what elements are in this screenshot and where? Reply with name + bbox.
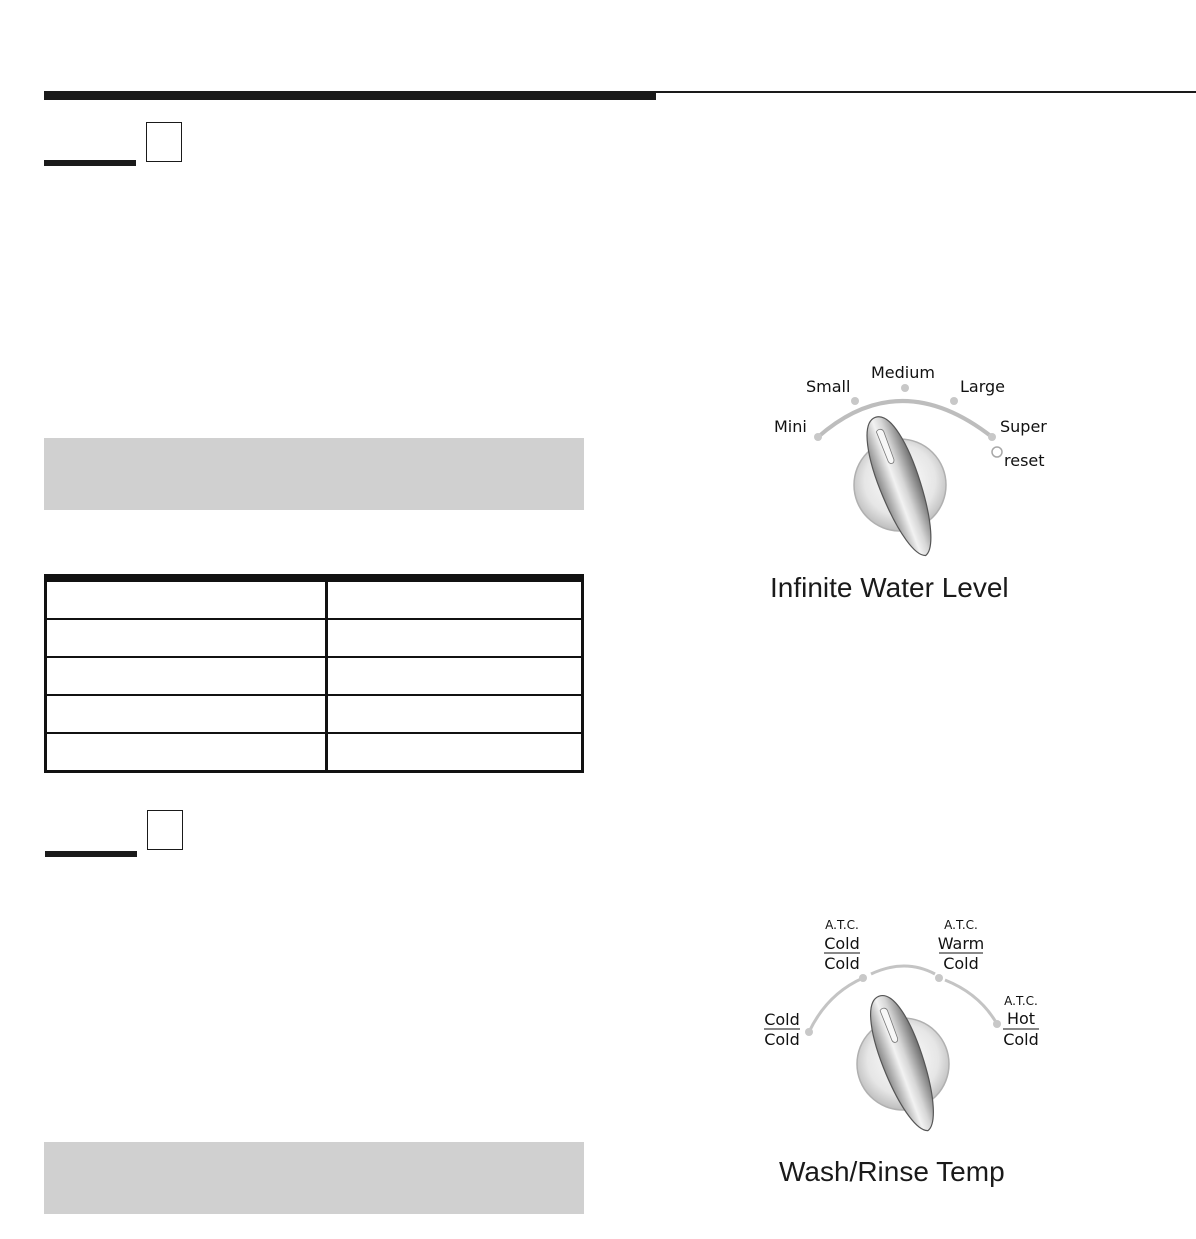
dial-dot — [950, 397, 958, 405]
setting-label-atc-cold-cold — [824, 918, 860, 973]
svg-text:Cold: Cold — [824, 934, 860, 953]
setting-label-super: Super — [1000, 417, 1047, 436]
dial-dot — [805, 1028, 813, 1036]
note-box-2 — [44, 1142, 584, 1214]
dial-dot — [993, 1020, 1001, 1028]
table-row — [46, 657, 583, 695]
svg-text:Hot: Hot — [1006, 1009, 1036, 1028]
temp-dial — [755, 912, 1055, 1140]
header-rule-thick — [44, 91, 656, 100]
dial-arc — [809, 978, 863, 1032]
table-row — [46, 733, 583, 772]
setting-label-atc-warm-cold — [938, 918, 984, 973]
section-2-underline — [45, 851, 137, 857]
section-1-underline — [44, 160, 136, 166]
reset-label: reset — [1004, 451, 1045, 470]
dial-dot — [859, 974, 867, 982]
water-level-dial — [760, 355, 1060, 570]
water-level-title: Infinite Water Level — [770, 572, 1009, 603]
setting-label-large: Large — [960, 377, 1006, 396]
header-rule-thin — [656, 91, 1196, 93]
svg-text:A.T.C.: A.T.C. — [825, 918, 859, 932]
svg-text:A.T.C.: A.T.C. — [1004, 994, 1038, 1008]
table-row — [46, 578, 583, 619]
note-box-1 — [44, 438, 584, 510]
svg-text:Cold: Cold — [943, 954, 979, 973]
setting-label-medium: Medium — [871, 363, 935, 382]
temp-title: Wash/Rinse Temp — [779, 1156, 1005, 1187]
svg-text:Cold: Cold — [764, 1010, 800, 1029]
dial-dot — [935, 974, 943, 982]
reset-dot — [992, 447, 1002, 457]
section-2-box — [147, 810, 183, 850]
dial-arc — [945, 980, 997, 1024]
setting-label-small: Small — [806, 377, 851, 396]
water-level-table — [44, 574, 584, 773]
svg-text:Cold: Cold — [764, 1030, 800, 1049]
setting-label-cold-cold — [764, 1010, 800, 1049]
dial-dot — [901, 384, 909, 392]
table-row — [46, 695, 583, 733]
dial-arc — [871, 966, 935, 974]
table-row — [46, 619, 583, 657]
setting-label-atc-hot-cold — [1003, 994, 1039, 1049]
section-1-box — [146, 122, 182, 162]
setting-label-mini: Mini — [774, 417, 807, 436]
dial-arc — [818, 401, 992, 437]
svg-text:Cold: Cold — [824, 954, 860, 973]
svg-text:Warm: Warm — [937, 934, 985, 953]
dial-dot — [814, 433, 822, 441]
dial-dot — [851, 397, 859, 405]
svg-text:A.T.C.: A.T.C. — [944, 918, 978, 932]
dial-dot — [988, 433, 996, 441]
svg-text:Cold: Cold — [1003, 1030, 1039, 1049]
